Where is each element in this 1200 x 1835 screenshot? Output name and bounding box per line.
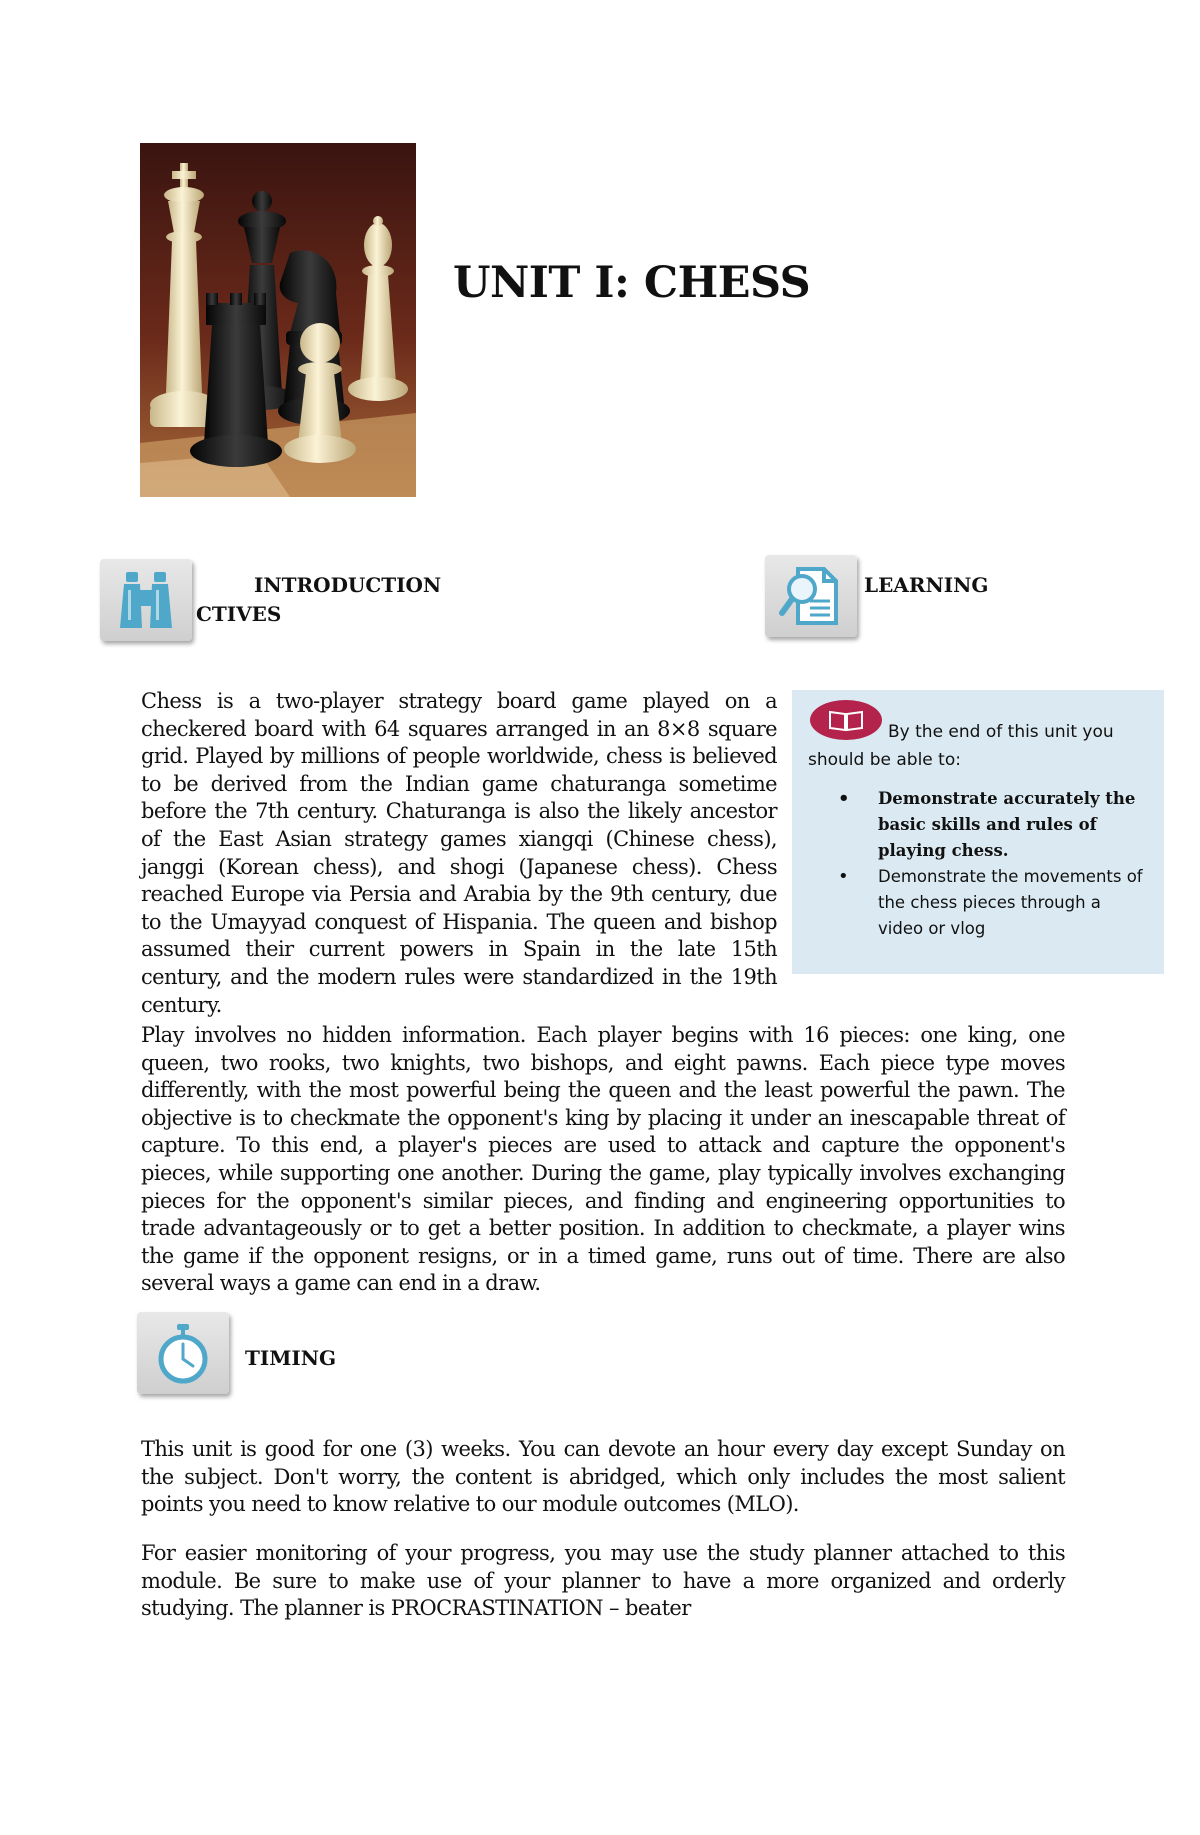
- timing-heading: TIMING: [245, 1346, 337, 1370]
- document-magnifier-icon: [765, 555, 857, 637]
- objectives-intro-line1: By the end of this unit you: [888, 722, 1114, 742]
- objective-item: • Demonstrate the movements of the chess pieces through a video or vlog: [792, 864, 1164, 942]
- binoculars-icon: [100, 559, 192, 641]
- introduction-paragraph: Chess is a two-player strategy board game played on a checkered board with 64 squares arranged in an 8×8 square grid. Played by millions of people worldwide, chess is believed to be derived from the Indian game chaturanga sometime before the 7th century. Chaturanga is also the likely ancestor of the East Asian strategy games xiangqi (Chinese chess), janggi (Korean chess), and shogi (Japanese chess). Chess reached Europe via Persia and Arabia by the 9th century, due to the Umayyad conquest of Hispania. The queen and bishop assumed their current powers in Spain in the late 15th century, and the modern rules were standardized in the 19th century.: [141, 689, 777, 1017]
- planner-paragraph: For easier monitoring of your progress, you may use the study planner attached to this module. Be sure to make use of your planner to have a more organized and orderly studying. The planner is PROCRASTINATION – beater: [141, 1541, 1065, 1621]
- chess-pieces-photo: [140, 143, 416, 497]
- objective-item: • Demonstrate accurately the basic skills and rules of playing chess.: [792, 786, 1164, 864]
- objectives-list: [792, 786, 1164, 942]
- learning-objectives-box: [792, 690, 1164, 974]
- objectives-intro-line2: should be able to:: [808, 750, 961, 770]
- learning-heading: LEARNING: [864, 573, 989, 597]
- introduction-heading: INTRODUCTION: [254, 573, 442, 597]
- unit-title: UNIT I: CHESS: [453, 258, 811, 308]
- play-paragraph: Play involves no hidden information. Each player begins with 16 pieces: one king, one queen, two rooks, two knights, two bishops, and eight pawns. Each piece type moves differently, with the most powerful being the queen and the least powerful the pawn. The objective is to checkmate the opponent's king by placing it under an inescapable threat of capture. To this end, a player's pieces are used to attack and capture the opponent's pieces, while supporting one another. During the game, play typically involves exchanging pieces for the opponent's similar pieces, and finding and engineering opportunities to trade advantageously or to get a better position. In addition to checkmate, a player wins the game if the opponent resigns, or in a timed game, runs out of time. There are also several ways a game can end in a draw.: [141, 1023, 1065, 1296]
- timing-paragraph: This unit is good for one (3) weeks. You can devote an hour every day except Sunday on the subject. Don't worry, the content is abridged, which only includes the most salient points you need to know relative to our module outcomes (MLO).: [141, 1437, 1065, 1517]
- objectives-intro: [808, 718, 1148, 774]
- objectives-heading-fragment: CTIVES: [196, 602, 282, 626]
- stopwatch-icon: [137, 1312, 229, 1394]
